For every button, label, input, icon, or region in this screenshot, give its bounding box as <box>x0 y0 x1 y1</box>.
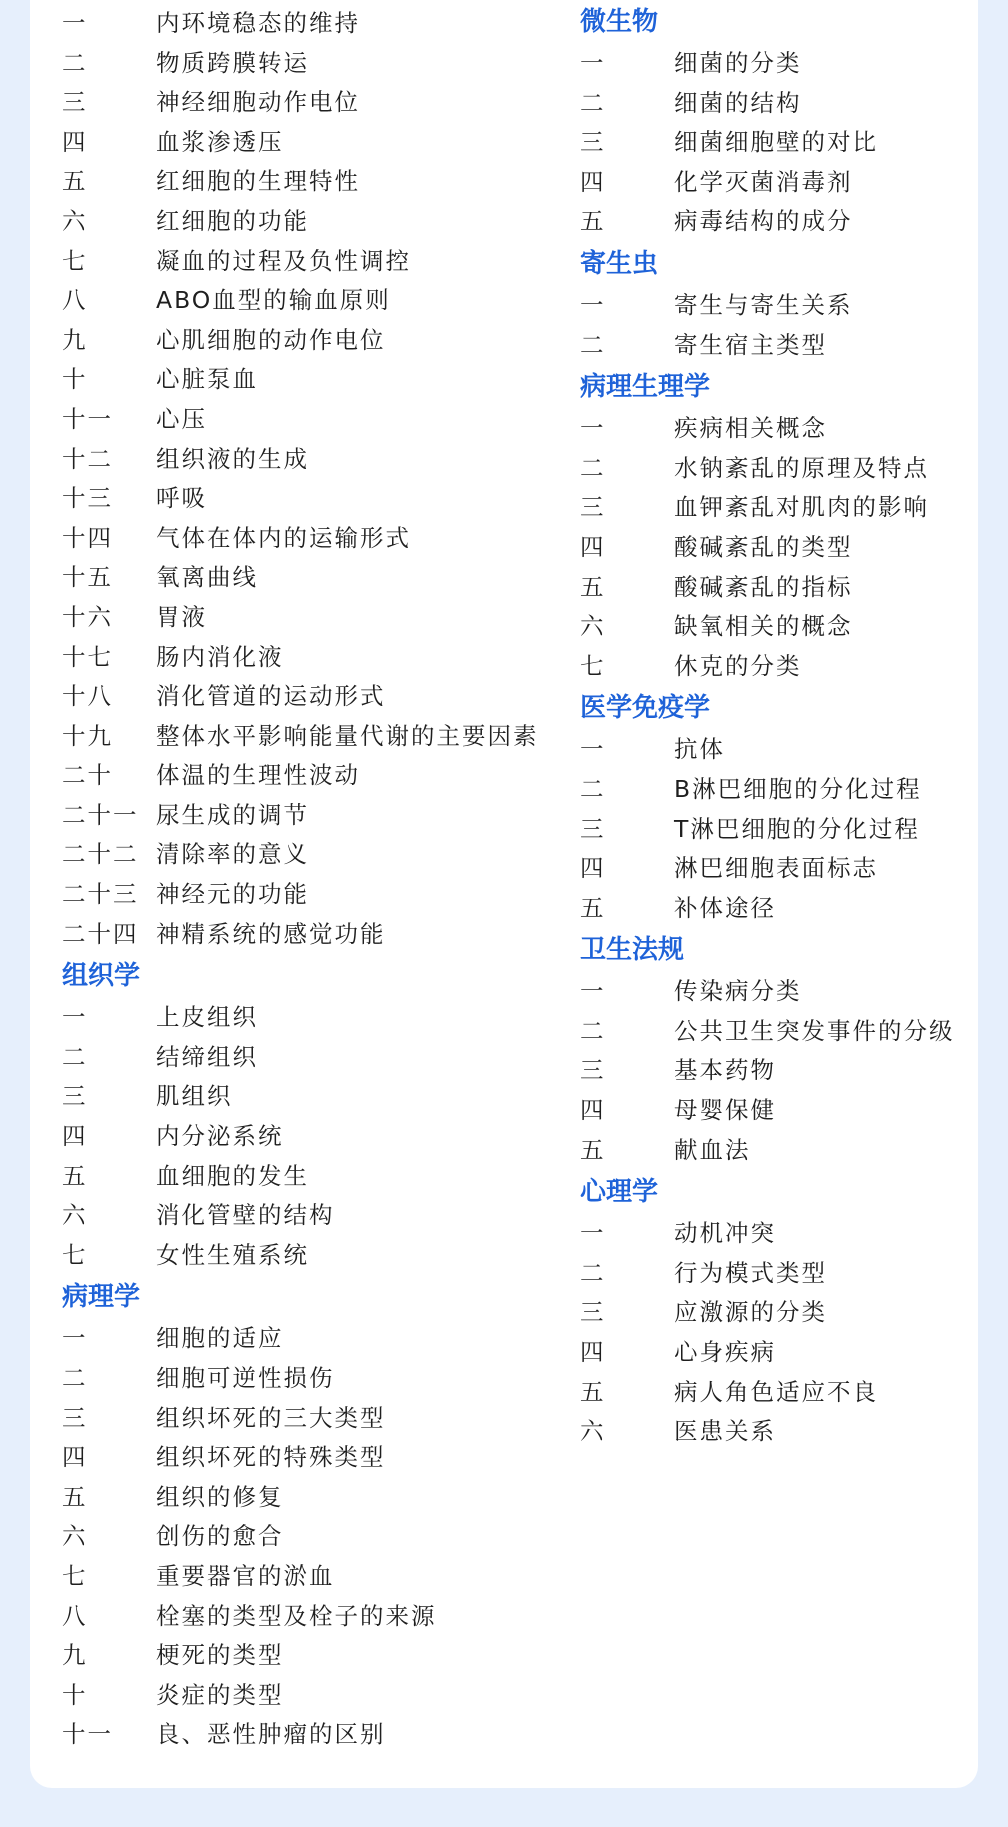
topic-row <box>62 1597 539 1637</box>
topic-label: 寄生宿主类型 <box>674 330 827 359</box>
topic-label: 心压 <box>156 404 207 433</box>
topic-row <box>62 756 539 796</box>
topic-row <box>580 730 955 770</box>
topic-label: 呼吸 <box>156 484 207 513</box>
topic-label: 病人角色适应不良 <box>674 1377 878 1406</box>
topic-row <box>62 281 539 321</box>
topic-number: 十 <box>62 365 88 394</box>
section-title: 病理生理学 <box>580 372 711 403</box>
topic-number: 一 <box>580 290 606 319</box>
topic-number: 三 <box>580 814 606 843</box>
topic-label: 心身疾病 <box>674 1338 776 1367</box>
topic-row <box>580 1091 955 1131</box>
topic-label: 寄生与寄生关系 <box>674 290 853 319</box>
topic-number: 十一 <box>62 404 113 433</box>
topic-row <box>62 123 539 163</box>
section-title: 组织学 <box>62 961 141 992</box>
topic-number: 五 <box>580 207 606 236</box>
topic-section <box>580 928 955 1170</box>
topic-label: 行为模式类型 <box>674 1258 827 1287</box>
topic-label: 血钾紊乱对肌肉的影响 <box>674 493 929 522</box>
topic-number: 四 <box>580 854 606 883</box>
topic-number: 二十 <box>62 761 113 790</box>
topic-label: 基本药物 <box>674 1056 776 1085</box>
topic-number: 四 <box>62 1443 88 1472</box>
topic-row <box>62 1117 539 1157</box>
topic-number: 四 <box>62 1122 88 1151</box>
topic-label: 细菌的结构 <box>674 88 802 117</box>
topic-number: 一 <box>62 1003 88 1032</box>
topic-number: 一 <box>580 49 606 77</box>
topic-number: 五 <box>580 893 606 922</box>
topic-label: 上皮组织 <box>156 1003 258 1032</box>
topic-number: 二 <box>62 1364 88 1392</box>
topic-number: 四 <box>580 167 606 196</box>
topic-label: 氧离曲线 <box>156 563 258 592</box>
topic-label: 红细胞的生理特性 <box>156 167 360 196</box>
topic-section <box>580 686 955 928</box>
topic-number: 五 <box>62 1482 88 1511</box>
topic-row <box>580 607 955 647</box>
topic-label: 酸碱紊乱的类型 <box>674 532 853 561</box>
section-title: 医学免疫学 <box>580 693 711 724</box>
topic-number: 二 <box>580 453 606 482</box>
topic-number: 十五 <box>62 563 113 592</box>
topic-label: 细胞可逆性损伤 <box>156 1364 335 1392</box>
topic-label: 肠内消化液 <box>156 642 284 671</box>
topic-label: T淋巴细胞的分化过程 <box>674 814 920 843</box>
topic-label: 淋巴细胞表面标志 <box>674 854 878 883</box>
topic-row <box>62 835 539 875</box>
topic-row <box>62 1157 539 1197</box>
topic-row <box>62 1196 539 1236</box>
topic-label: 疾病相关概念 <box>674 414 827 443</box>
topic-number: 一 <box>62 9 88 37</box>
topic-row <box>580 972 955 1012</box>
topic-row <box>62 4 539 44</box>
topic-label: 清除率的意义 <box>156 840 309 869</box>
topic-number: 六 <box>580 1417 606 1446</box>
topic-row <box>62 796 539 836</box>
topic-number: 二十三 <box>62 880 139 909</box>
topic-number: 五 <box>62 167 88 196</box>
topic-number: 十八 <box>62 682 113 711</box>
topic-row <box>62 1715 539 1755</box>
topic-label: 组织的修复 <box>156 1482 284 1511</box>
topic-label: 内环境稳态的维持 <box>156 9 360 37</box>
topic-number: 六 <box>62 1522 88 1551</box>
topic-section <box>580 242 955 365</box>
topic-label: 母婴保健 <box>674 1096 776 1125</box>
topic-label: 公共卫生突发事件的分级 <box>674 1016 955 1045</box>
topic-label: 细菌的分类 <box>674 49 802 77</box>
topic-row <box>62 479 539 519</box>
topic-number: 七 <box>62 1561 88 1590</box>
topic-row <box>62 875 539 915</box>
topic-label: 尿生成的调节 <box>156 800 309 829</box>
topic-label: 神经元的功能 <box>156 880 309 909</box>
topic-label: ABO血型的输血原则 <box>156 286 391 315</box>
topic-number: 五 <box>580 1377 606 1406</box>
topic-number: 三 <box>62 1082 88 1111</box>
topic-section <box>62 954 539 1275</box>
topic-number: 五 <box>580 1135 606 1164</box>
topic-label: 物质跨膜转运 <box>156 48 309 77</box>
topic-label: 献血法 <box>674 1135 751 1164</box>
topic-row <box>580 409 955 449</box>
section-title: 微生物 <box>580 7 659 37</box>
topic-number: 二 <box>62 48 88 77</box>
topic-label: 神经细胞动作电位 <box>156 88 360 117</box>
topic-label: 女性生殖系统 <box>156 1240 309 1269</box>
topic-number: 八 <box>62 286 88 315</box>
topic-label: 细胞的适应 <box>156 1324 284 1353</box>
topic-number: 三 <box>580 493 606 522</box>
topic-number: 三 <box>580 1298 606 1327</box>
topic-label: 体温的生理性波动 <box>156 761 360 790</box>
topic-label: 气体在体内的运输形式 <box>156 523 411 552</box>
topic-row <box>62 44 539 84</box>
topic-number: 六 <box>62 206 88 235</box>
topic-label: 凝血的过程及负性调控 <box>156 246 411 275</box>
topic-row <box>62 400 539 440</box>
topic-label: 结缔组织 <box>156 1042 258 1071</box>
topic-row <box>62 1399 539 1439</box>
topic-number: 十七 <box>62 642 113 671</box>
topic-section <box>580 1170 955 1452</box>
topic-number: 五 <box>580 572 606 601</box>
topic-row <box>62 1557 539 1597</box>
topic-label: 血浆渗透压 <box>156 127 284 156</box>
topic-number: 十九 <box>62 721 113 750</box>
topic-row <box>62 1359 539 1399</box>
topic-label: 组织坏死的特殊类型 <box>156 1443 386 1472</box>
topic-label: 胃液 <box>156 602 207 631</box>
topic-number: 七 <box>62 246 88 275</box>
topic-row <box>62 638 539 678</box>
topic-label: 肌组织 <box>156 1082 233 1111</box>
topic-label: 重要器官的淤血 <box>156 1561 335 1590</box>
section-title: 心理学 <box>580 1177 659 1208</box>
topic-row <box>580 1412 955 1452</box>
topic-row <box>580 889 955 929</box>
topic-row <box>580 568 955 608</box>
topic-row <box>62 558 539 598</box>
topic-row <box>62 162 539 202</box>
topic-row <box>580 44 955 84</box>
topic-label: 酸碱紊乱的指标 <box>674 572 853 601</box>
topic-row <box>580 849 955 889</box>
topic-number: 二十二 <box>62 840 139 869</box>
topic-number: 二十一 <box>62 800 139 829</box>
topic-row <box>62 440 539 480</box>
topic-number: 二十四 <box>62 919 139 948</box>
topic-number: 十六 <box>62 602 113 631</box>
right-column <box>580 0 955 1452</box>
topic-row <box>580 528 955 568</box>
topic-number: 四 <box>580 1096 606 1125</box>
topic-row <box>580 810 955 850</box>
topic-row <box>62 1077 539 1117</box>
topic-number: 二 <box>62 1042 88 1071</box>
topic-label: B淋巴细胞的分化过程 <box>674 774 922 803</box>
topic-number: 一 <box>580 977 606 1006</box>
topic-label: 水钠紊乱的原理及特点 <box>674 453 929 482</box>
topic-number: 九 <box>62 325 88 354</box>
topic-label: 医患关系 <box>674 1417 776 1446</box>
topic-row <box>580 1333 955 1373</box>
topic-number: 七 <box>580 651 606 680</box>
topic-row <box>62 519 539 559</box>
topic-label: 消化管道的运动形式 <box>156 682 386 711</box>
topic-row <box>62 1636 539 1676</box>
topic-number: 三 <box>62 1403 88 1432</box>
topic-label: 缺氧相关的概念 <box>674 612 853 641</box>
topic-row <box>580 1012 955 1052</box>
section-title: 卫生法规 <box>580 935 685 966</box>
topic-row <box>580 1214 955 1254</box>
topic-label: 抗体 <box>674 735 725 764</box>
topic-label: 创伤的愈合 <box>156 1522 284 1551</box>
topic-number: 五 <box>62 1161 88 1190</box>
topic-number: 一 <box>580 1219 606 1248</box>
topic-number: 二 <box>580 1258 606 1287</box>
topic-row <box>62 915 539 955</box>
section-title: 病理学 <box>62 1282 141 1313</box>
topic-row <box>62 360 539 400</box>
topic-label: 病毒结构的成分 <box>674 207 853 236</box>
topic-section <box>580 365 955 686</box>
topic-label: 炎症的类型 <box>156 1680 284 1709</box>
topic-row <box>62 83 539 123</box>
topic-row <box>580 84 955 124</box>
topic-label: 传染病分类 <box>674 977 802 1006</box>
topic-row <box>62 677 539 717</box>
topic-label: 梗死的类型 <box>156 1641 284 1670</box>
topic-label: 整体水平影响能量代谢的主要因素 <box>156 721 539 750</box>
topic-number: 三 <box>580 1056 606 1085</box>
topic-label: 神精系统的感觉功能 <box>156 919 386 948</box>
topic-row <box>580 123 955 163</box>
topic-row <box>62 321 539 361</box>
topic-number: 四 <box>580 1338 606 1367</box>
topic-row <box>580 770 955 810</box>
topic-row <box>580 488 955 528</box>
topic-label: 栓塞的类型及栓子的来源 <box>156 1601 437 1630</box>
topic-row <box>580 1051 955 1091</box>
topic-number: 一 <box>580 414 606 443</box>
topic-row <box>580 326 955 366</box>
topic-number: 四 <box>580 532 606 561</box>
topic-number: 一 <box>62 1324 88 1353</box>
topic-section <box>62 1275 539 1755</box>
topic-label: 化学灭菌消毒剂 <box>674 167 853 196</box>
topic-row <box>62 598 539 638</box>
topic-row <box>580 1293 955 1333</box>
topic-number: 十三 <box>62 484 113 513</box>
topic-row <box>62 1438 539 1478</box>
topic-number: 九 <box>62 1641 88 1670</box>
topic-label: 心脏泵血 <box>156 365 258 394</box>
topic-number: 二 <box>580 1016 606 1045</box>
topic-row <box>62 1236 539 1276</box>
topic-number: 十 <box>62 1680 88 1709</box>
topic-number: 八 <box>62 1601 88 1630</box>
topic-row <box>580 647 955 687</box>
topic-row <box>62 717 539 757</box>
topic-label: 内分泌系统 <box>156 1122 284 1151</box>
topic-number: 三 <box>580 128 606 157</box>
topic-number: 七 <box>62 1240 88 1269</box>
topic-number: 三 <box>62 88 88 117</box>
topic-number: 二 <box>580 88 606 117</box>
topic-section <box>62 4 539 954</box>
topic-row <box>580 202 955 242</box>
topic-label: 消化管壁的结构 <box>156 1201 335 1230</box>
topic-row <box>62 1038 539 1078</box>
topic-number: 二 <box>580 774 606 803</box>
topic-number: 四 <box>62 127 88 156</box>
topic-label: 红细胞的功能 <box>156 206 309 235</box>
topic-row <box>62 998 539 1038</box>
topic-number: 十一 <box>62 1720 113 1749</box>
topic-row <box>62 242 539 282</box>
topic-label: 应激源的分类 <box>674 1298 827 1327</box>
topic-number: 十四 <box>62 523 113 552</box>
topic-row <box>580 1254 955 1294</box>
topic-row <box>62 1517 539 1557</box>
topic-row <box>62 202 539 242</box>
topic-number: 六 <box>62 1201 88 1230</box>
topic-number: 十二 <box>62 444 113 473</box>
topic-section <box>580 0 955 242</box>
topic-label: 休克的分类 <box>674 651 802 680</box>
topic-label: 血细胞的发生 <box>156 1161 309 1190</box>
topic-label: 细菌细胞壁的对比 <box>674 128 878 157</box>
topic-number: 一 <box>580 735 606 764</box>
topic-number: 二 <box>580 330 606 359</box>
topic-label: 组织坏死的三大类型 <box>156 1403 386 1432</box>
section-title: 寄生虫 <box>580 248 659 279</box>
topic-row <box>580 449 955 489</box>
topic-row <box>580 1131 955 1171</box>
topic-row <box>580 286 955 326</box>
topic-label: 心肌细胞的动作电位 <box>156 325 386 354</box>
topic-row <box>62 1478 539 1518</box>
topic-row <box>62 1319 539 1359</box>
topic-row <box>62 1676 539 1716</box>
topic-label: 补体途径 <box>674 893 776 922</box>
topic-row <box>580 163 955 203</box>
topic-label: 动机冲突 <box>674 1219 776 1248</box>
topic-label: 良、恶性肿瘤的区别 <box>156 1720 386 1749</box>
topic-label: 组织液的生成 <box>156 444 309 473</box>
left-column <box>62 4 539 1755</box>
topic-number: 六 <box>580 612 606 641</box>
topic-row <box>580 1373 955 1413</box>
